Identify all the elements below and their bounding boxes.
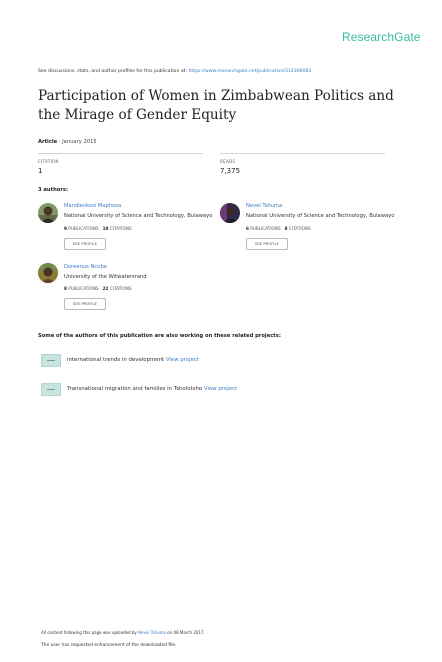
publication-link[interactable]: https://www.researchgate.net/publication/314366083 bbox=[188, 69, 312, 74]
see-profile-button[interactable]: SEE PROFILE bbox=[64, 238, 106, 250]
author-avatar[interactable] bbox=[38, 203, 58, 223]
reads-divider bbox=[220, 153, 385, 154]
upload-suffix: on 08 March 2017. bbox=[166, 630, 205, 635]
related-projects-heading: Some of the authors of this publication are also working on these related projects: bbox=[38, 333, 281, 339]
author-citations-label: CITATIONS bbox=[109, 286, 132, 291]
researchgate-logo[interactable]: ResearchGate bbox=[342, 30, 421, 44]
see-profile-button[interactable]: SEE PROFILE bbox=[246, 238, 288, 250]
project-title: Transnational migration and families in Tsholotsho bbox=[67, 386, 204, 392]
authors-heading: 3 authors: bbox=[38, 187, 69, 193]
project-icon bbox=[41, 354, 61, 367]
author-citations-count: 8 bbox=[284, 226, 288, 231]
author-avatar[interactable] bbox=[38, 263, 58, 283]
publication-meta bbox=[38, 139, 97, 145]
author-photo-icon bbox=[220, 203, 240, 223]
author-stats bbox=[246, 226, 311, 231]
author-publications-label: PUBLICATIONS bbox=[250, 226, 281, 231]
citation-count: 1 bbox=[38, 167, 43, 175]
see-profile-button[interactable]: SEE PROFILE bbox=[64, 298, 106, 310]
author-citations-label: CITATIONS bbox=[109, 226, 132, 231]
project-item bbox=[67, 386, 237, 392]
citation-label: CITATION bbox=[38, 159, 59, 164]
author-institution: National University of Science and Technology, Bulawayo bbox=[246, 213, 395, 219]
author-photo-icon bbox=[38, 263, 58, 283]
author-citations-count: 10 bbox=[102, 226, 109, 231]
author-publications-count: 8 bbox=[64, 286, 67, 291]
publication-type: Article bbox=[38, 139, 58, 145]
author-publications-label: PUBLICATIONS bbox=[68, 226, 99, 231]
author-name[interactable]: Mandlenkosi Maphosa bbox=[64, 203, 122, 209]
publication-date: · January 2015 bbox=[57, 139, 97, 145]
author-stats bbox=[64, 286, 132, 291]
project-item bbox=[67, 357, 199, 363]
author-publications-count: 6 bbox=[246, 226, 249, 231]
author-name[interactable]: Doreenus Ncube bbox=[64, 264, 108, 270]
author-publications-label: PUBLICATIONS bbox=[68, 286, 99, 291]
project-icon bbox=[41, 383, 61, 396]
reads-label: READS bbox=[220, 159, 236, 164]
author-citations-label: CITATIONS bbox=[288, 226, 311, 231]
author-institution: University of the Witwatersrand bbox=[64, 274, 147, 280]
author-stats bbox=[64, 226, 132, 231]
view-project-link[interactable]: View project bbox=[165, 357, 200, 363]
reads-count: 7,375 bbox=[220, 167, 241, 175]
author-publications-count: 9 bbox=[64, 226, 67, 231]
project-title: international trends in development bbox=[67, 357, 166, 363]
enhancement-notice: The user has requested enhancement of the downloaded file. bbox=[41, 643, 177, 648]
uploader-link[interactable]: Nevel Tshuma bbox=[138, 630, 167, 635]
author-photo-icon bbox=[38, 203, 58, 223]
profiles-notice-text: See discussions, stats, and author profiles for this publication at: bbox=[38, 69, 189, 74]
author-institution: National University of Science and Technology, Bulawayo bbox=[64, 213, 213, 219]
publication-title: Participation of Women in Zimbabwean Politics and the Mirage of Gender Equity bbox=[38, 88, 394, 123]
citation-divider bbox=[38, 153, 203, 154]
profiles-notice bbox=[38, 69, 311, 74]
author-avatar[interactable] bbox=[220, 203, 240, 223]
author-citations-count: 22 bbox=[102, 286, 109, 291]
upload-prefix: All content following this page was uploaded by bbox=[41, 630, 139, 635]
view-project-link[interactable]: View project bbox=[203, 386, 238, 392]
author-name[interactable]: Nevel Tshuma bbox=[246, 203, 283, 209]
upload-notice bbox=[41, 630, 205, 635]
